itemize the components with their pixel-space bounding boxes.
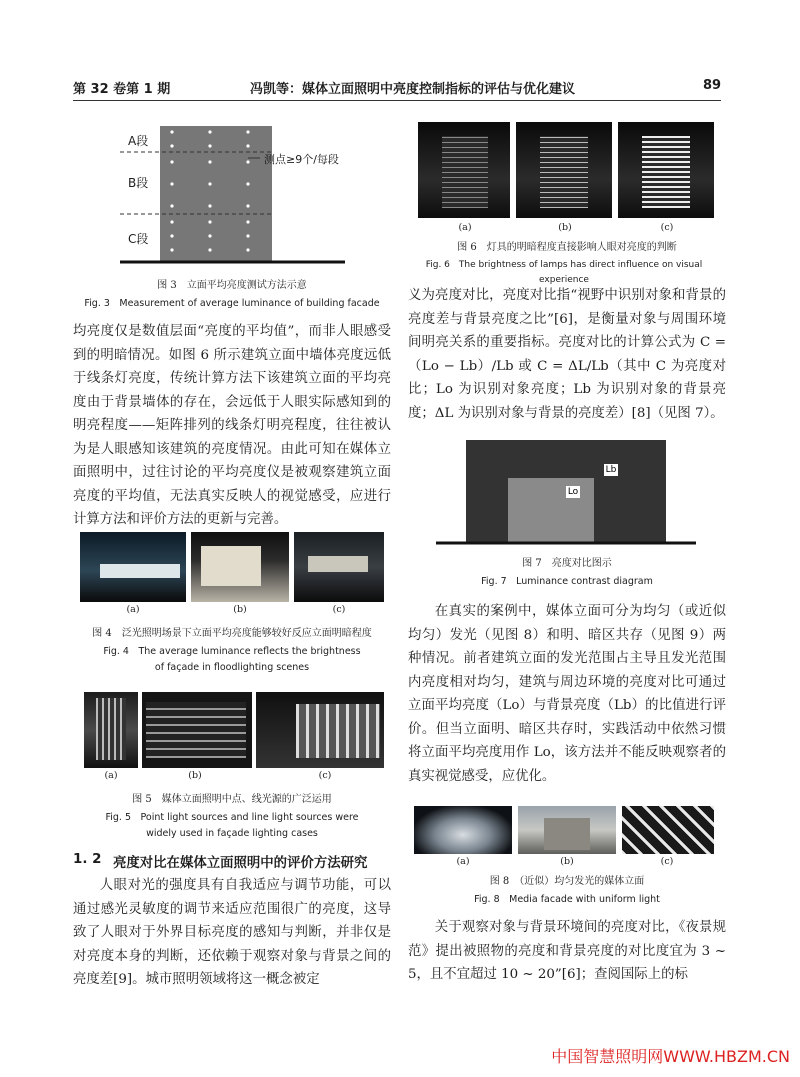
fig4-sublabel-a: (a)	[126, 604, 140, 615]
fig4-caption-en-2: of façade in floodlighting scenes	[154, 662, 310, 673]
fig8-sublabel-a: (a)	[456, 856, 470, 867]
figure-3	[120, 118, 370, 268]
fig5b-photo	[142, 692, 252, 768]
fig5-sublabel-c: (c)	[318, 770, 332, 781]
fig5-caption-en-1: Fig. 5 Point light sources and line light sources were	[105, 812, 359, 823]
left-body-text-2	[73, 874, 391, 992]
fig5-caption-en-2: widely used in façade lighting cases	[146, 828, 318, 839]
fig4-caption-cn: 图 4 泛光照明场景下立面平均亮度能够较好反应立面明暗程度	[92, 628, 372, 639]
fig5a-photo	[84, 692, 138, 768]
fig6-sublabel-a: (a)	[458, 222, 472, 233]
facade-block	[160, 126, 272, 262]
fig6-caption-en: Fig. 6 The brightness of lamps has direct influence on visual experience	[425, 260, 703, 285]
object-block	[508, 478, 594, 542]
page-number: 89	[703, 78, 722, 93]
fig6b-photo	[516, 122, 612, 218]
right-body-text-3	[408, 916, 726, 987]
paragraph: 人眼对光的强度具有自我适应与调节功能，可以通过感光灵敏度的调节来适应范围很广的亮度，这导致了人眼对于外界目标亮度的感知与判断，并非仅是对亮度本身的判断，还依赖于观察对象与背景之间的亮度差[9]。城市照明领域将这一概念被定	[73, 878, 391, 987]
right-body-text-2	[408, 600, 726, 788]
fig8c-photo	[622, 806, 714, 854]
fig8-sublabel-b: (b)	[560, 856, 574, 867]
left-body-text-1	[73, 320, 391, 532]
fig7-caption-en: Fig. 7 Luminance contrast diagram	[481, 576, 653, 587]
fig4-caption-en-1: Fig. 4 The average luminance reflects the brightness	[103, 646, 361, 657]
paragraph: 在真实的案例中，媒体立面可分为均匀（或近似均匀）发光（见图 8）和明、暗区共存（见图 9）两种情况。前者建筑立面的发光范围占主导且发光范围内亮度相对均匀，建筑与周边环境的亮度对比可通过立面平均亮度（Lo）与背景亮度（Lb）的比值进行评价。但当立面明、暗区共存时，实践活动中依然习惯将立面平均亮度用作 Lo，该方法并不能反映观察者的真实视觉感受，应优化。	[408, 604, 726, 784]
right-body-text-1	[408, 284, 726, 425]
section-title: 亮度对比在媒体立面照明中的评价方法研究	[113, 856, 368, 871]
fig6-sublabel-b: (b)	[558, 222, 572, 233]
fig4-sublabel-b: (b)	[233, 604, 247, 615]
figure-3-diagram	[120, 118, 370, 268]
fig5-sublabel-a: (a)	[104, 770, 118, 781]
fig5c-photo	[256, 692, 384, 768]
segment-c-label: C段	[128, 232, 149, 246]
figure-7	[436, 440, 696, 546]
fig8a-photo	[414, 806, 512, 854]
paragraph: 关于观察对象与背景环境间的亮度对比，《夜景规范》提出被照物的亮度和背景亮度的对比度宜为 3 ~ 5，且不宜超过 10 ~ 20”[6]；查阅国际上的标	[408, 920, 726, 982]
fig7-caption-cn: 图 7 亮度对比图示	[522, 558, 612, 569]
measure-annotation: 测点≥9个/每段	[264, 153, 339, 166]
fig8-caption-cn: 图 8 （近似）均匀发光的媒体立面	[489, 876, 645, 887]
section-number: 1. 2	[73, 852, 102, 867]
fig3-caption-en: Fig. 3 Measurement of average luminance of building facade	[84, 298, 380, 309]
segment-b-label: B段	[128, 176, 149, 190]
fig6a-photo	[418, 122, 510, 218]
fig8-caption-en: Fig. 8 Media facade with uniform light	[474, 894, 660, 905]
fig4c-photo	[294, 532, 384, 602]
fig8-sublabel-c: (c)	[660, 856, 674, 867]
fig5-sublabel-b: (b)	[188, 770, 202, 781]
paragraph: 均亮度仅是数值层面“亮度的平均值”，而非人眼感受到的明暗情况。如图 6 所示建筑立面中墙体亮度远低于线条灯亮度，传统计算方法下该建筑立面的平均亮度由于背景墙体的存在，会远低于人眼实际感知到的明亮程度——矩阵排列的线条灯明亮程度，往往被认为是人眼感知该建筑的亮度情况。由此可知在媒体立面照明中，过往讨论的平均亮度仪是被观察建筑立面亮度的平均值，无法真实反映人的视觉感受，应进行计算方法和评价方法的更新与完善。	[73, 324, 391, 527]
label-lb: Lb	[605, 465, 617, 475]
fig8b-photo	[518, 806, 616, 854]
header-rule	[73, 100, 721, 101]
fig4b-photo	[191, 532, 289, 602]
fig4a-photo	[80, 532, 186, 602]
journal-volume: 第 32 卷第 1 期	[73, 82, 171, 97]
fig4-sublabel-c: (c)	[332, 604, 346, 615]
label-lo: Lo	[567, 487, 579, 497]
paragraph: 义为亮度对比，亮度对比指“视野中识别对象和背景的亮度差与背景亮度之比”[6]，是衡量对象与周围环境间明亮关系的重要指标。亮度对比的计算公式为 C =（Lo − Lb）/Lb 或 C = ΔL/Lb（其中 C 为亮度对比；Lo 为识别对象亮度；Lb 为识别对象的背景亮度；ΔL 为识别对象与背景的亮度差）[8]（见图 7）。	[408, 288, 726, 421]
fig6-sublabel-c: (c)	[660, 222, 674, 233]
fig6-caption-cn: 图 6 灯具的明暗程度直接影响人眼对亮度的判断	[457, 242, 677, 253]
fig5-caption-cn: 图 5 媒体立面照明中点、线光源的广泛运用	[132, 794, 332, 805]
fig3-caption-cn: 图 3 立面平均亮度测试方法示意	[157, 280, 307, 291]
running-title: 冯凯等：媒体立面照明中亮度控制指标的评估与优化建议	[250, 82, 576, 97]
site-watermark: 中国智慧照明网WWW.HBZM.CN	[551, 1047, 790, 1066]
segment-a-label: A段	[128, 134, 149, 148]
fig6c-photo	[618, 122, 714, 218]
